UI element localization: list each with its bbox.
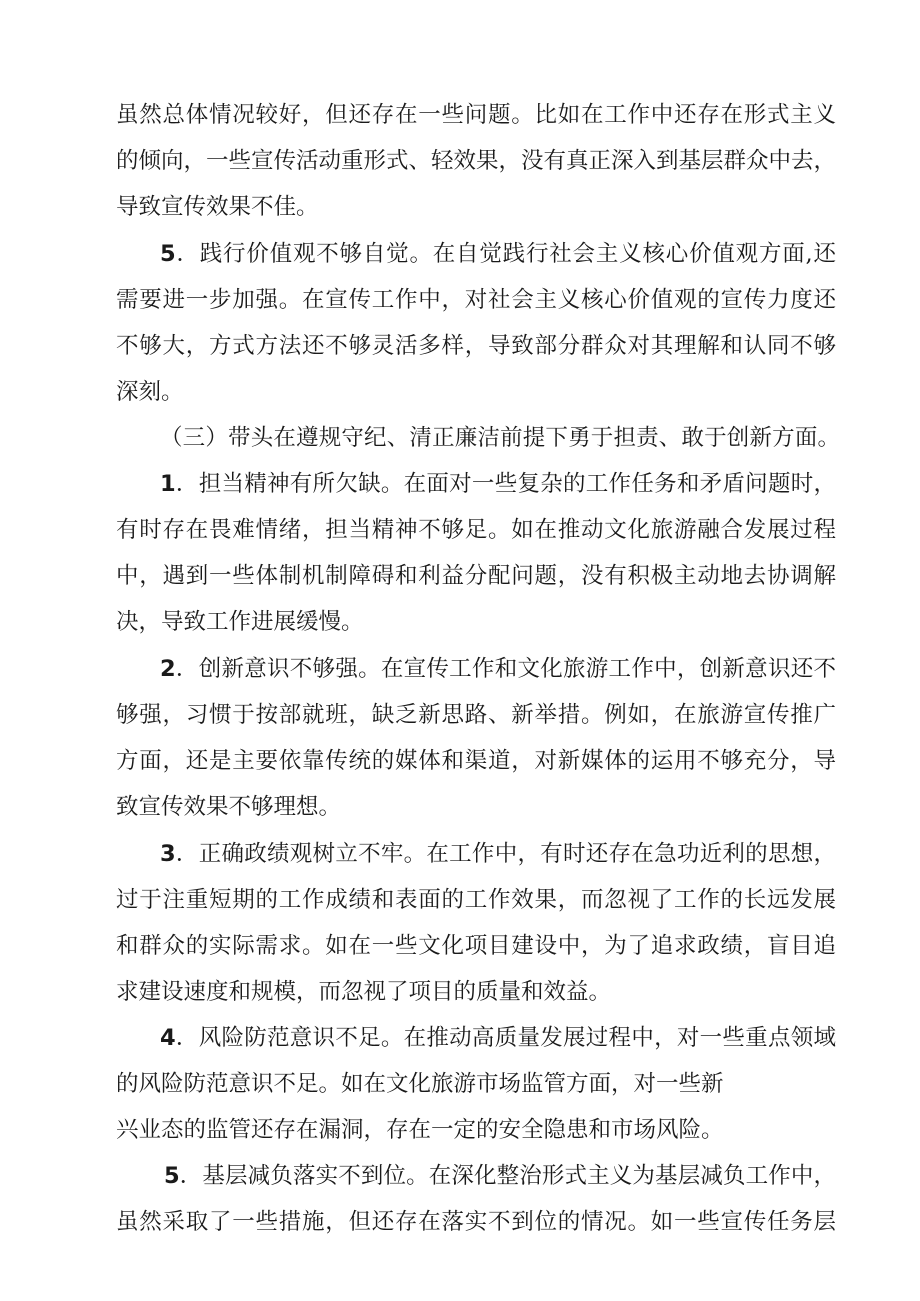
text-line: 求建设速度和规模，而忽视了项目的质量和效益。 xyxy=(116,979,612,1005)
text-line: 不够大，方式方法还不够灵活多样，导致部分群众对其理解和认同不够 xyxy=(116,333,836,359)
list-item-heading: 5．践行价值观不够自觉。在自觉践行社会主义核心价值观方面,还 xyxy=(160,241,836,267)
text-line: 兴业态的监管还存在漏洞，存在一定的安全隐患和市场风险。 xyxy=(116,1117,724,1143)
list-item-heading: 3．正确政绩观树立不牢。在工作中，有时还存在急功近利的思想， xyxy=(160,841,836,867)
text-line: 够强，习惯于按部就班，缺乏新思路、新举措。例如，在旅游宣传推广 xyxy=(116,702,836,728)
text-line: 的倾向，一些宣传活动重形式、轻效果，没有真正深入到基层群众中去， xyxy=(116,148,836,174)
list-item-heading: 5．基层减负落实不到位。在深化整治形式主义为基层减负工作中， xyxy=(164,1163,836,1189)
list-item-heading: 1．担当精神有所欠缺。在面对一些复杂的工作任务和矛盾问题时， xyxy=(160,471,836,497)
text-line: 深刻。 xyxy=(116,379,184,405)
text-line: 需要进一步加强。在宣传工作中，对社会主义核心价值观的宣传力度还 xyxy=(116,287,836,313)
text-line: 中，遇到一些体制机制障碍和利益分配问题，没有积极主动地去协调解 xyxy=(116,563,836,589)
list-item-heading: 2．创新意识不够强。在宣传工作和文化旅游工作中，创新意识还不 xyxy=(160,656,836,682)
text-line: 决，导致工作进展缓慢。 xyxy=(116,609,364,635)
text-line: 有时存在畏难情绪，担当精神不够足。如在推动文化旅游融合发展过程 xyxy=(116,517,836,543)
text-line: 导致宣传效果不佳。 xyxy=(116,194,319,220)
text-line: 的风险防范意识不足。如在文化旅游市场监管方面，对一些新 xyxy=(116,1071,724,1097)
list-item-heading: 4．风险防范意识不足。在推动高质量发展过程中，对一些重点领域 xyxy=(160,1025,836,1051)
text-line: 和群众的实际需求。如在一些文化项目建设中，为了追求政绩，盲目追 xyxy=(116,933,836,959)
text-line: 虽然采取了一些措施，但还存在落实不到位的情况。如一些宣传任务层 xyxy=(116,1209,836,1235)
text-line: 过于注重短期的工作成绩和表面的工作效果，而忽视了工作的长远发展 xyxy=(116,887,836,913)
text-line: 方面，还是主要依靠传统的媒体和渠道，对新媒体的运用不够充分，导 xyxy=(116,748,836,774)
text-line: 虽然总体情况较好，但还存在一些问题。比如在工作中还存在形式主义 xyxy=(116,102,836,128)
section-heading: （三）带头在遵规守纪、清正廉洁前提下勇于担责、敢于创新方面。 xyxy=(160,425,840,451)
text-line: 致宣传效果不够理想。 xyxy=(116,794,342,820)
